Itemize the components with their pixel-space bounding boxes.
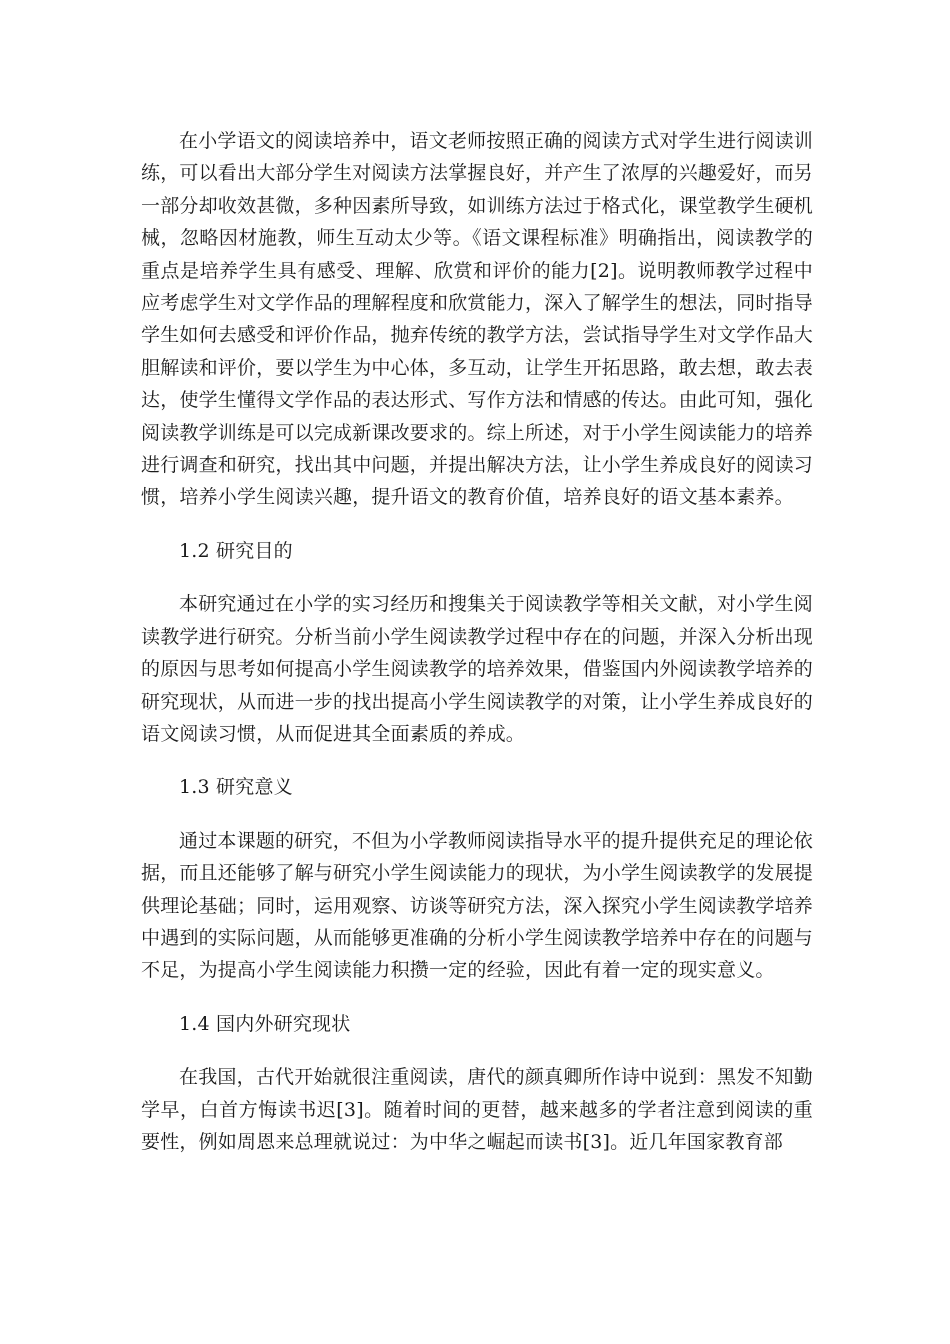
paragraph-background: 在小学语文的阅读培养中，语文老师按照正确的阅读方式对学生进行阅读训练，可以看出大部分学生对阅读方法掌握良好，并产生了浓厚的兴趣爱好，而另一部分却收效甚微，多种因素所导致，如训练方法过于格式化，课堂教学生硬机械，忽略因材施教，师生互动太少等。《语文课程标准》明确指出，阅读教学的重点是培养学生具有感受、理解、欣赏和评价的能力[2]。说明教师教学过程中应考虑学生对文学作品的理解程度和欣赏能力，深入了解学生的想法，同时指导学生如何去感受和评价作品，抛弃传统的教学方法，尝试指导学生对文学作品大胆解读和评价，要以学生为中心体，多互动，让学生开拓思路，敢去想，敢去表达，使学生懂得文学作品的表达形式、写作方法和情感的传达。由此可知，强化阅读教学训练是可以完成新课改要求的。综上所述，对于小学生阅读能力的培养进行调查和研究，找出其中问题，并提出解决方法，让小学生养成良好的阅读习惯，培养小学生阅读兴趣，提升语文的教育价值，培养良好的语文基本素养。 [141, 130, 814, 509]
paragraph-research-status: 在我国，古代开始就很注重阅读，唐代的颜真卿所作诗中说到：黑发不知勤学早，白首方悔读书迟[3]。随着时间的更替，越来越多的学者注意到阅读的重要性，例如周恩来总理就说过：为中华之崛起而读书[3]。近几年国家教育部 [141, 1066, 813, 1153]
section-heading-1-2: 1.2 研究目的 [179, 539, 293, 562]
paragraph-purpose: 本研究通过在小学的实习经历和搜集关于阅读教学等相关文献，对小学生阅读教学进行研究。分析当前小学生阅读教学过程中存在的问题，并深入分析出现的原因与思考如何提高小学生阅读教学的培养效果，借鉴国内外阅读教学培养的研究现状，从而进一步的找出提高小学生阅读教学的对策，让小学生养成良好的语文阅读习惯，从而促进其全面素质的养成。 [141, 593, 814, 745]
section-heading-1-3: 1.3 研究意义 [179, 776, 293, 799]
paragraph-significance: 通过本课题的研究，不但为小学教师阅读指导水平的提升提供充足的理论依据，而且还能够了解与研究小学生阅读能力的现状，为小学生阅读教学的发展提供理论基础；同时，运用观察、访谈等研究方法，深入探究小学生阅读教学培养中遇到的实际问题，从而能够更准确的分析小学生阅读教学培养中存在的问题与不足，为提高小学生阅读能力积攒一定的经验，因此有着一定的现实意义。 [141, 829, 814, 982]
document-body [141, 125, 813, 1158]
section-heading-1-4: 1.4 国内外研究现状 [179, 1012, 351, 1035]
